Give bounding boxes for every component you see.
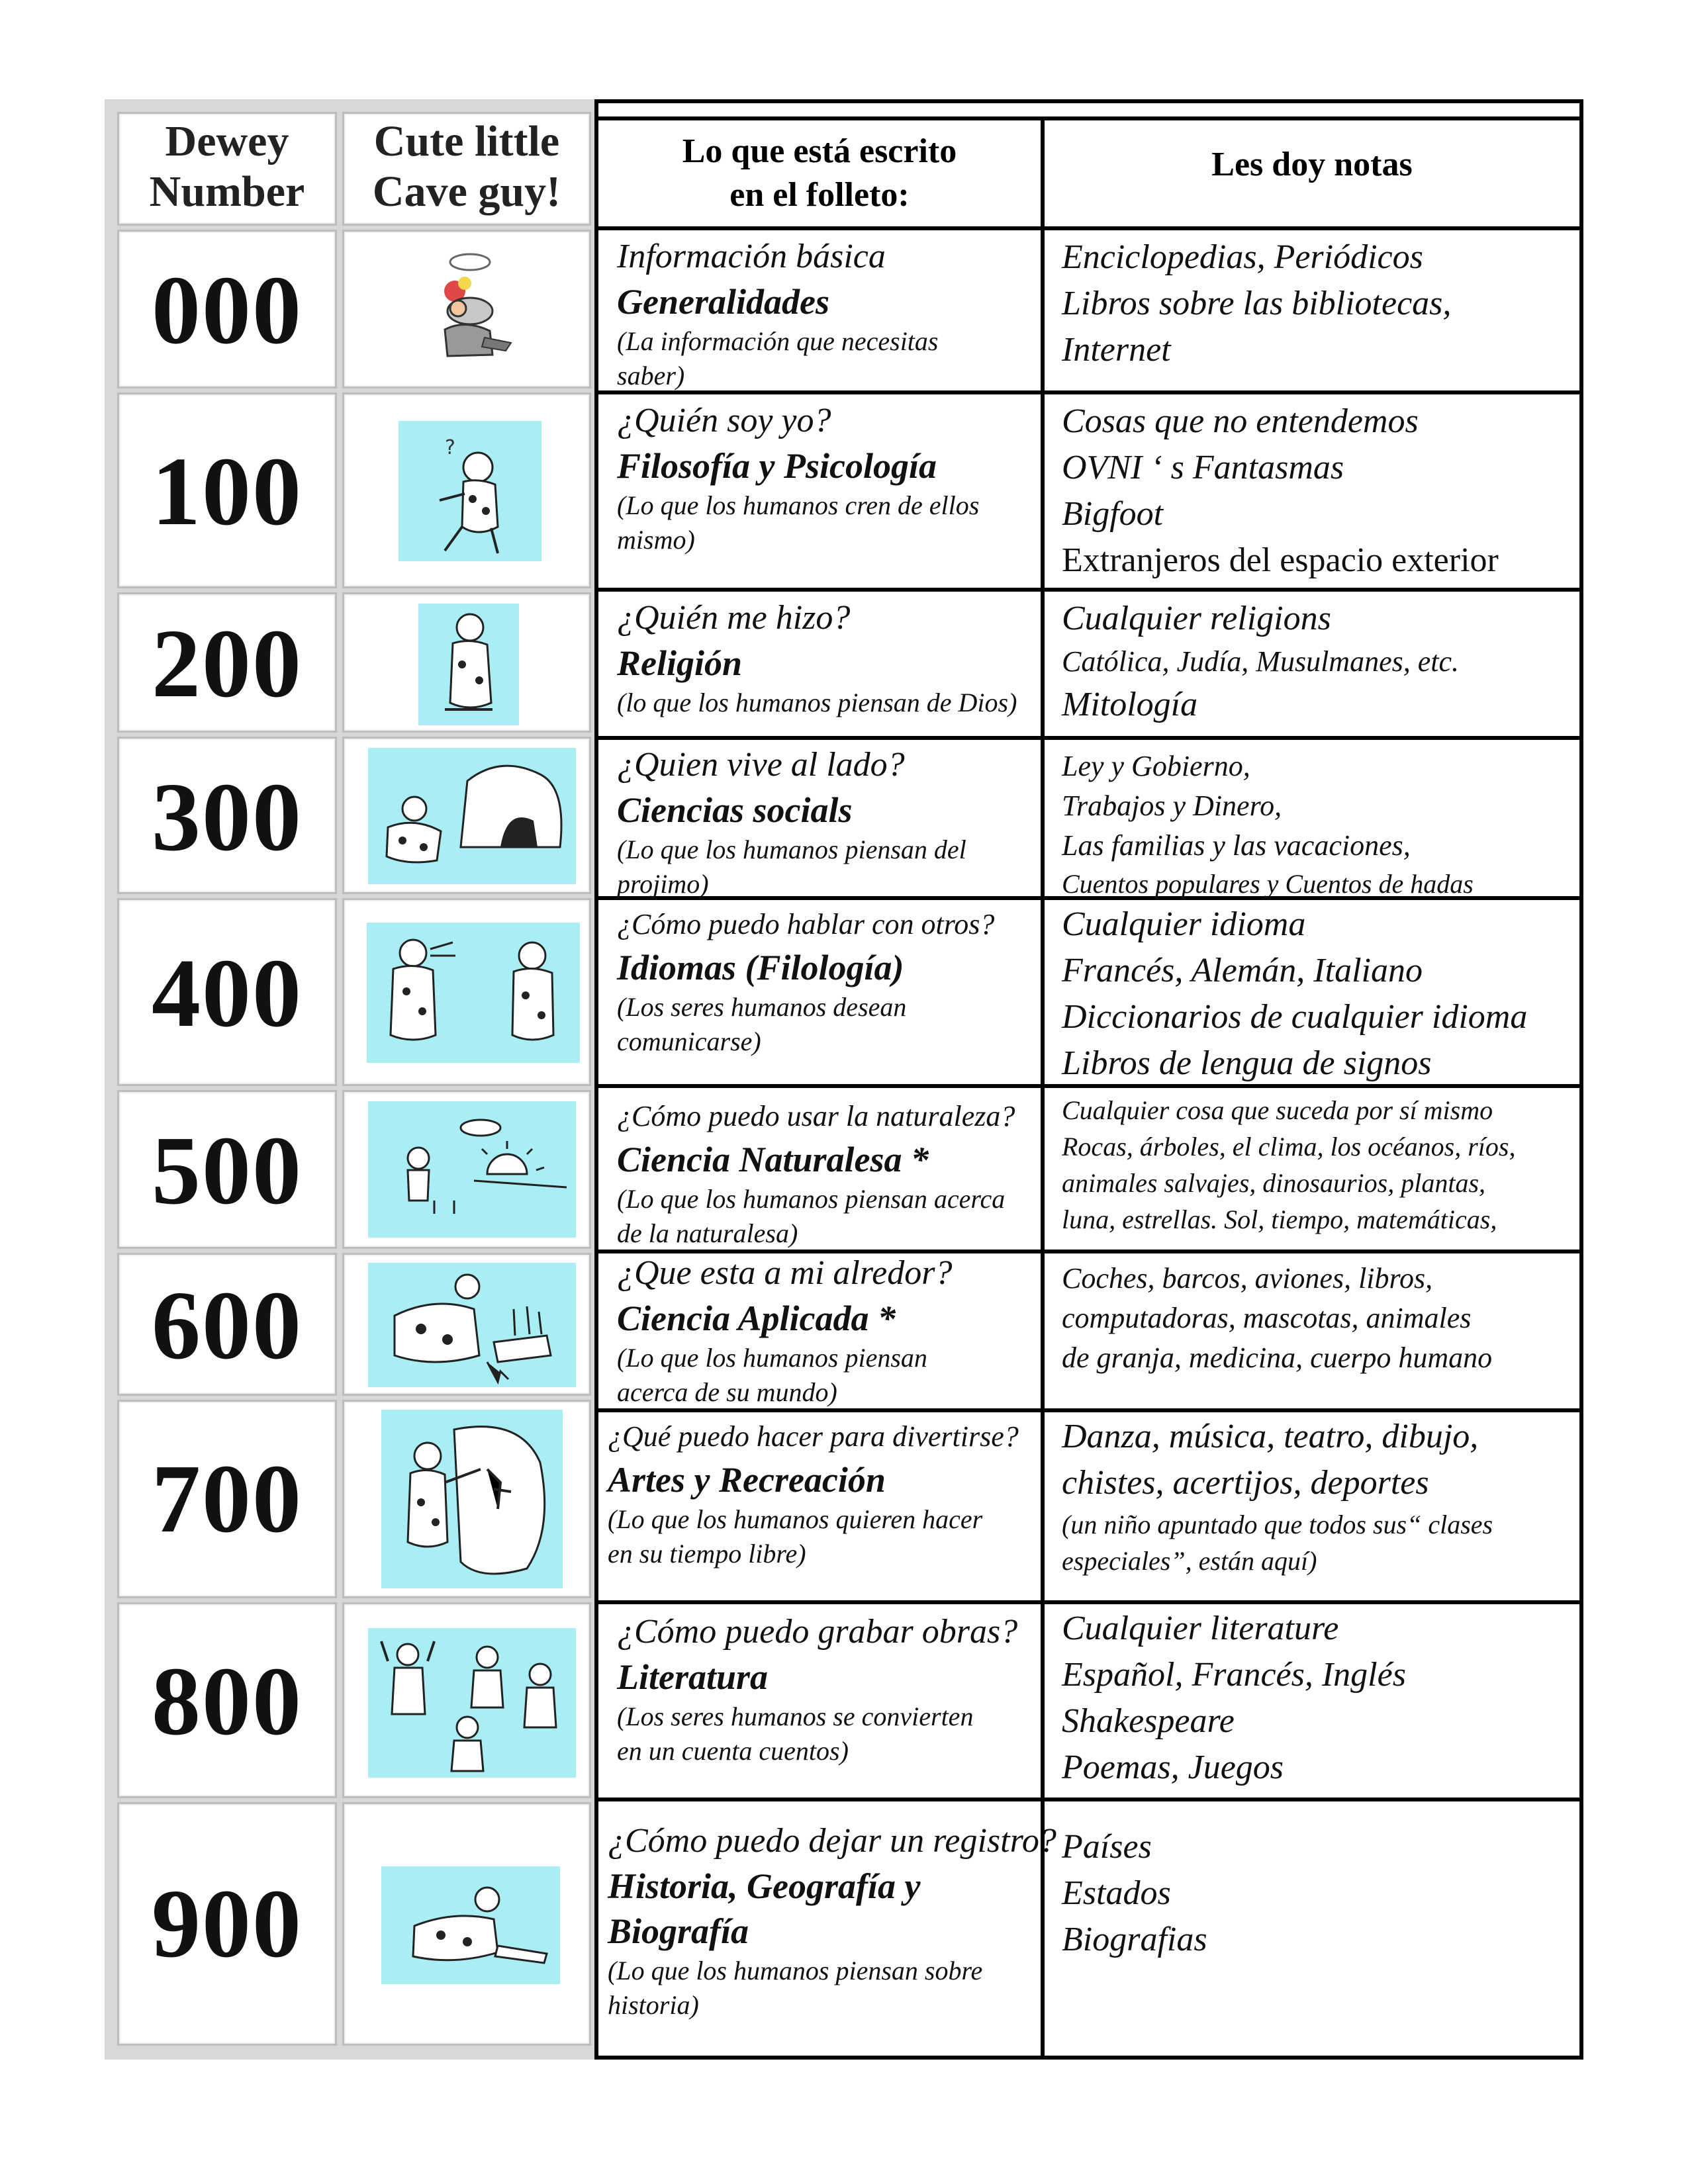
notes-cell-100	[1062, 398, 1499, 584]
dewey-number: 600	[152, 1271, 303, 1380]
picture-cell-400	[344, 900, 589, 1084]
row-desc: saber)	[617, 361, 685, 390]
header-cave-line2: Cave guy!	[372, 167, 561, 216]
dewey-number: 500	[152, 1116, 303, 1225]
row-title: Idiomas (Filología)	[617, 948, 904, 987]
row-question: ¿Cómo puedo dejar un registro?	[608, 1822, 1056, 1860]
number-cell-700	[119, 1402, 335, 1596]
row-desc: (Lo que los humanos piensan del	[617, 835, 966, 864]
number-cell-300	[119, 739, 335, 892]
row-question: ¿Quién soy yo?	[617, 402, 831, 439]
brochure-cell-600	[617, 1251, 952, 1410]
row-desc: comunicarse)	[617, 1026, 761, 1056]
note-line: Cualquier cosa que suceda por sí mismo	[1062, 1095, 1493, 1125]
note-line: Países	[1062, 1828, 1152, 1866]
note-line: Mitología	[1062, 686, 1198, 723]
number-cell-500	[119, 1092, 335, 1247]
classification-table	[594, 99, 1583, 2060]
row-question: Información básica	[617, 238, 886, 275]
brochure-cell-100	[617, 398, 979, 557]
header-col1-line2: en el folleto:	[729, 176, 910, 214]
note-line: Diccionarios de cualquier idioma	[1062, 998, 1528, 1036]
dewey-number: 700	[152, 1445, 303, 1553]
note-line: de granja, medicina, cuerpo humano	[1062, 1342, 1493, 1374]
note-line: Cualquier literature	[1062, 1610, 1339, 1647]
header-col1-line1: Lo que está escrito	[682, 132, 957, 170]
number-cell-100	[119, 394, 335, 586]
note-small-line: (un niño apuntado que todos sus“ clases	[1062, 1510, 1493, 1539]
number-cell-900	[119, 1804, 335, 2044]
notes-cell-900	[1062, 1824, 1207, 1963]
thinking-caveman-icon	[399, 421, 541, 561]
row-desc: en su tiempo libre)	[608, 1539, 806, 1569]
brochure-cell-200	[617, 596, 1017, 720]
row-question: ¿Quien vive al lado?	[617, 746, 905, 784]
note-line: Enciclopedias, Periódicos	[1062, 238, 1423, 276]
notes-cell-700	[1062, 1414, 1493, 1579]
header-dewey-line1: Dewey	[165, 117, 289, 165]
notes-cell-500	[1062, 1092, 1516, 1238]
brochure-cell-700	[608, 1416, 1019, 1571]
dewey-number: 900	[152, 1870, 303, 1978]
notes-cell-400	[1062, 901, 1527, 1087]
row-title: Generalidades	[617, 282, 829, 322]
picture-cell-100	[344, 394, 589, 586]
note-line: OVNI ‘ s Fantasmas	[1062, 449, 1344, 486]
note-line: Cualquier idioma	[1062, 905, 1306, 943]
picture-cell-700	[344, 1402, 589, 1596]
notes-cell-200	[1062, 596, 1459, 728]
row-title: Religión	[617, 643, 743, 683]
dewey-number: 000	[152, 256, 303, 365]
picture-cell-300	[344, 739, 589, 892]
note-line: Biografias	[1062, 1921, 1207, 1958]
picture-cell-600	[344, 1255, 589, 1394]
note-line: Francés, Alemán, Italiano	[1062, 952, 1423, 989]
note-line: Las familias y las vacaciones,	[1062, 829, 1411, 862]
row-desc: historia)	[608, 1990, 699, 2020]
cave-neighbors-icon	[368, 748, 576, 884]
notes-cell-300	[1062, 747, 1474, 902]
note-line: Bigfoot	[1062, 495, 1164, 533]
dewey-image-table	[105, 99, 594, 2060]
note-line: Cualquier religions	[1062, 600, 1331, 637]
brochure-cell-000	[617, 234, 939, 393]
dewey-number: 400	[152, 939, 303, 1048]
header-cave-line1: Cute little	[373, 117, 560, 165]
picture-cell-900	[344, 1804, 589, 2044]
row-question: ¿Cómo puedo hablar con otros?	[617, 908, 995, 940]
note-line: Poemas, Juegos	[1062, 1749, 1284, 1786]
header-notes	[1045, 143, 1579, 187]
number-cell-000	[119, 232, 335, 387]
row-title: Historia, Geografía y	[608, 1866, 921, 1906]
row-question: ¿Que esta a mi alredor?	[617, 1254, 953, 1292]
row-title-2: Biografía	[608, 1911, 749, 1951]
row-desc: en un cuenta cuentos)	[617, 1736, 849, 1766]
header-dewey-number	[119, 114, 335, 224]
svg-text:?: ?	[445, 436, 455, 459]
brochure-cell-500	[617, 1096, 1015, 1251]
cavemen-talking-icon	[367, 923, 580, 1063]
row-question: ¿Quién me hizo?	[617, 599, 851, 637]
row-title: Ciencias socials	[617, 790, 853, 830]
picture-cell-500	[344, 1092, 589, 1247]
row-desc: acerca de su mundo)	[617, 1377, 837, 1407]
kneeling-caveman-icon	[418, 604, 519, 725]
row-desc: (Lo que los humanos cren de ellos	[617, 490, 980, 520]
note-line: Ley y Gobierno,	[1062, 750, 1250, 782]
caveman-writing-icon	[381, 1866, 560, 1984]
row-title: Ciencia Aplicada *	[617, 1298, 896, 1338]
row-desc: projimo)	[617, 869, 709, 899]
note-line: Danza, música, teatro, dibujo,	[1062, 1418, 1479, 1455]
brochure-cell-400	[617, 904, 994, 1059]
note-line: Extranjeros del espacio exterior	[1062, 541, 1499, 579]
cavemen-storytelling-icon	[368, 1628, 576, 1778]
dewey-number: 100	[152, 437, 303, 546]
brochure-cell-900	[608, 1819, 1056, 2023]
note-small-line: especiales”, están aquí)	[1062, 1546, 1317, 1576]
note-line: Rocas, árboles, el clima, los océanos, ríos,	[1062, 1132, 1516, 1161]
row-desc: (Lo que los humanos piensan	[617, 1343, 927, 1373]
row-title: Artes y Recreación	[608, 1460, 886, 1500]
row-desc: (La información que necesitas	[617, 326, 939, 356]
row-desc: (Lo que los humanos quieren hacer	[608, 1504, 983, 1534]
note-line: Cuentos populares y Cuentos de hadas	[1062, 869, 1474, 899]
notes-cell-600	[1062, 1259, 1492, 1378]
row-question: ¿Cómo puedo usar la naturaleza?	[617, 1100, 1015, 1132]
header-dewey-line2: Number	[149, 167, 305, 216]
row-desc: (Lo que los humanos piensan acerca	[617, 1184, 1006, 1214]
note-line: Católica, Judía, Musulmanes, etc.	[1062, 645, 1460, 678]
header-brochure-text	[598, 130, 1041, 217]
caveman-reading-icon	[418, 250, 518, 369]
caveman-painting-icon	[381, 1410, 563, 1588]
note-line: Libros sobre las bibliotecas,	[1062, 285, 1452, 322]
note-line: Español, Francés, Inglés	[1062, 1656, 1406, 1694]
note-line: chistes, acertijos, deportes	[1062, 1464, 1429, 1502]
note-line: Libros de lengua de signos	[1062, 1044, 1432, 1082]
notes-cell-800	[1062, 1606, 1406, 1791]
row-desc: (Los seres humanos desean	[617, 992, 907, 1022]
picture-cell-200	[344, 594, 589, 731]
row-question: ¿Cómo puedo grabar obras?	[617, 1613, 1018, 1651]
notes-cell-000	[1062, 234, 1451, 373]
caveman-building-icon	[368, 1263, 576, 1387]
number-cell-600	[119, 1255, 335, 1394]
row-desc: de la naturalesa)	[617, 1218, 798, 1248]
row-desc: mismo)	[617, 525, 695, 555]
note-line: Trabajos y Dinero,	[1062, 790, 1282, 822]
dewey-number: 800	[152, 1647, 303, 1756]
dewey-number: 300	[152, 763, 303, 872]
note-line: Shakespeare	[1062, 1702, 1235, 1740]
header-col2: Les doy notas	[1211, 146, 1413, 183]
row-title: Filosofía y Psicología	[617, 446, 937, 486]
note-line: Estados	[1062, 1874, 1171, 1912]
row-title: Ciencia Naturalesa *	[617, 1140, 929, 1179]
row-title: Literatura	[617, 1657, 769, 1697]
note-line: computadoras, mascotas, animales	[1062, 1302, 1472, 1334]
number-cell-800	[119, 1604, 335, 1796]
picture-cell-800	[344, 1604, 589, 1796]
note-line: Coches, barcos, aviones, libros,	[1062, 1262, 1433, 1295]
dewey-number: 200	[152, 610, 303, 718]
note-line: Cosas que no entendemos	[1062, 402, 1419, 440]
number-cell-200	[119, 594, 335, 731]
note-line: Internet	[1062, 331, 1171, 369]
note-line: luna, estrellas. Sol, tiempo, matemáticas,	[1062, 1205, 1497, 1234]
brochure-cell-800	[617, 1610, 1017, 1768]
row-question: ¿Qué puedo hacer para divertirse?	[608, 1420, 1019, 1453]
note-line: animales salvajes, dinosaurios, plantas,	[1062, 1168, 1486, 1198]
number-cell-400	[119, 900, 335, 1084]
nature-sun-icon	[368, 1101, 576, 1238]
row-desc: (Los seres humanos se convierten	[617, 1702, 974, 1731]
row-desc: (lo que los humanos piensan de Dios)	[617, 688, 1017, 717]
row-desc: (Lo que los humanos piensan sobre	[608, 1956, 983, 1985]
header-cave-guy	[344, 114, 589, 224]
picture-cell-000	[344, 232, 589, 387]
brochure-cell-300	[617, 743, 966, 901]
